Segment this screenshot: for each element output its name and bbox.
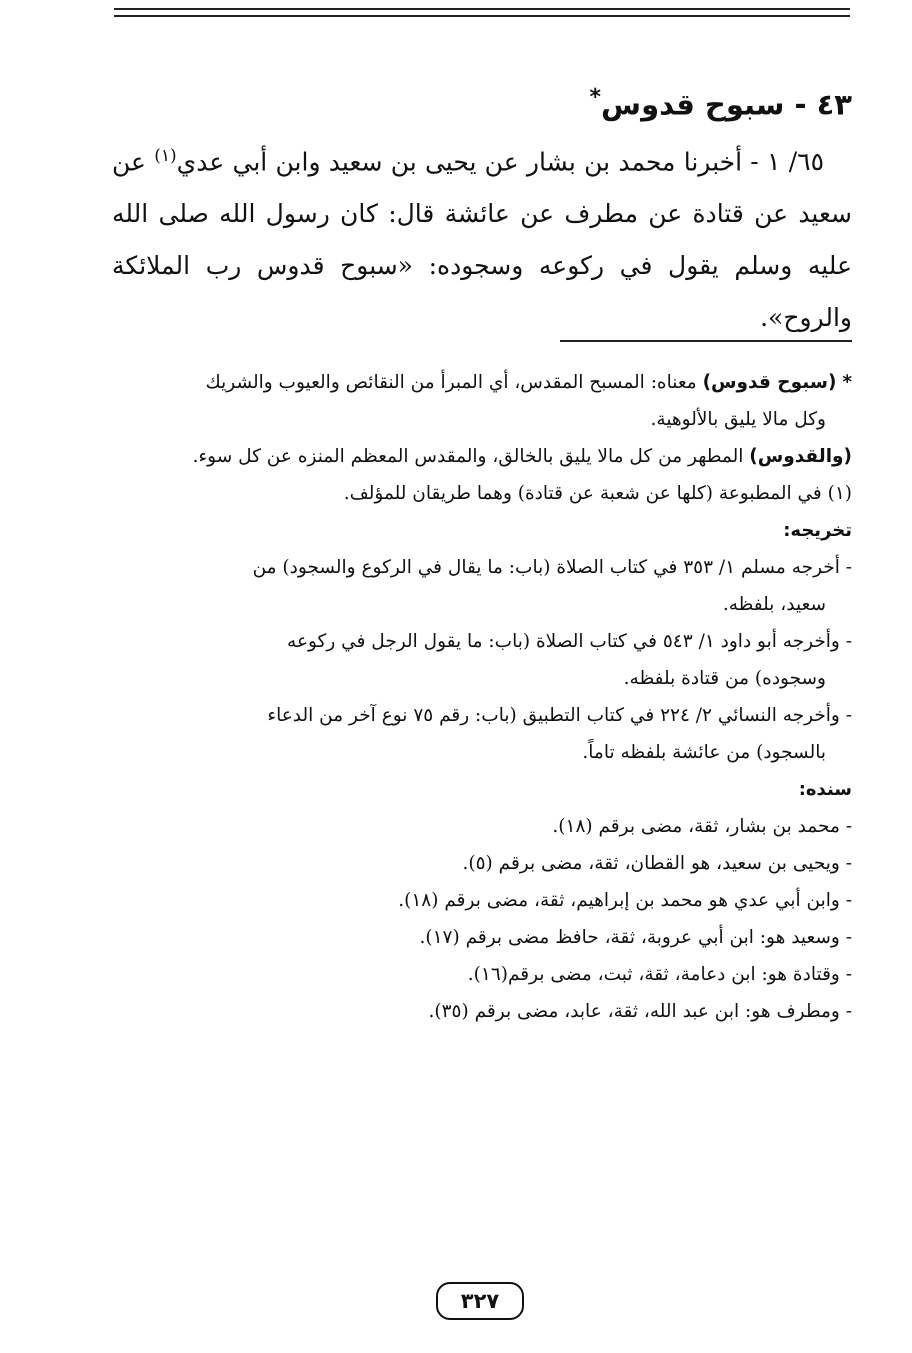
footnote-ref: (١) — [154, 146, 177, 166]
takhrij-heading: تخريجه: — [783, 520, 852, 541]
chapter-title-mark: * — [589, 85, 602, 110]
hadith-text — [112, 130, 852, 344]
header-rule-bottom — [114, 15, 850, 17]
takhrij-3-cont: بالسجود) من عائشة بلفظه تاماً. — [582, 742, 826, 763]
chapter-title-text: ٤٣ - سبوح قدوس — [601, 87, 852, 122]
header-rule-top — [114, 8, 850, 10]
takhrij-1: - أخرجه مسلم ١/ ٣٥٣ في كتاب الصلاة (باب: ما يقال في الركوع والسجود) من — [252, 557, 852, 578]
note-quddus-def: المطهر من كل مالا يليق بالخالق، والمقدس المعظم المنزه عن كل سوء. — [192, 446, 744, 467]
takhrij-1-cont: سعيد، بلفظه. — [722, 594, 826, 615]
hadith-rest: عن سعيد عن قتادة عن مطرف عن عائشة قال: كان رسول الله صلى الله عليه وسلم يقول في ركوعه وسجوده: «سبوح قدوس رب الملائكة والروح». — [112, 147, 852, 333]
sanad-6: - ومطرف هو: ابن عبد الله، ثقة، عابد، مضى برقم (٣٥). — [428, 1001, 852, 1022]
sanad-2: - ويحيى بن سعيد، هو القطان، ثقة، مضى برقم (٥). — [462, 853, 852, 874]
note-subbuh-def: معناه: المسبح المقدس، أي المبرأ من النقائص والعيوب والشريك — [205, 372, 697, 393]
takhrij-2: - وأخرجه أبو داود ١/ ٥٤٣ في كتاب الصلاة (باب: ما يقول الرجل في ركوعه — [287, 631, 852, 652]
sanad-3: - وابن أبي عدي هو محمد بن إبراهيم، ثقة، مضى برقم (١٨). — [398, 890, 852, 911]
takhrij-2-cont: وسجوده) من قتادة بلفظه. — [623, 668, 826, 689]
page-number: ٣٢٧ — [436, 1282, 524, 1320]
sanad-1: - محمد بن بشار، ثقة، مضى برقم (١٨). — [552, 816, 852, 837]
note-subbuh-cont: وكل مالا يليق بالألوهية. — [650, 409, 826, 430]
note-quddus — [112, 438, 852, 475]
sanad-4: - وسعيد هو: ابن أبي عروبة، ثقة، حافظ مضى برقم (١٧). — [419, 927, 852, 948]
sanad-heading: سنده: — [798, 779, 852, 800]
footnote-separator — [560, 340, 852, 342]
hadith-line-1: أخبرنا محمد بن بشار عن يحيى بن سعيد وابن أبي عدي — [176, 147, 743, 177]
footnote-1: (١) في المطبوعة (كلها عن شعبة عن قتادة) وهما طريقان للمؤلف. — [343, 483, 852, 504]
note-star: * — [842, 372, 852, 393]
sanad-5: - وقتادة هو: ابن دعامة، ثقة، ثبت، مضى برقم(١٦). — [467, 964, 852, 985]
notes-section — [112, 364, 852, 1030]
note-subbuh-term: (سبوح قدوس) — [702, 372, 837, 393]
takhrij-3: - وأخرجه النسائي ٢/ ٢٢٤ في كتاب التطبيق (باب: رقم ٧٥ نوع آخر من الدعاء — [267, 705, 852, 726]
note-quddus-term: (والقدوس) — [749, 446, 852, 467]
note-subbuh — [112, 364, 852, 401]
chapter-title — [590, 78, 852, 125]
hadith-number: ٦٥/ ١ - — [750, 147, 824, 177]
